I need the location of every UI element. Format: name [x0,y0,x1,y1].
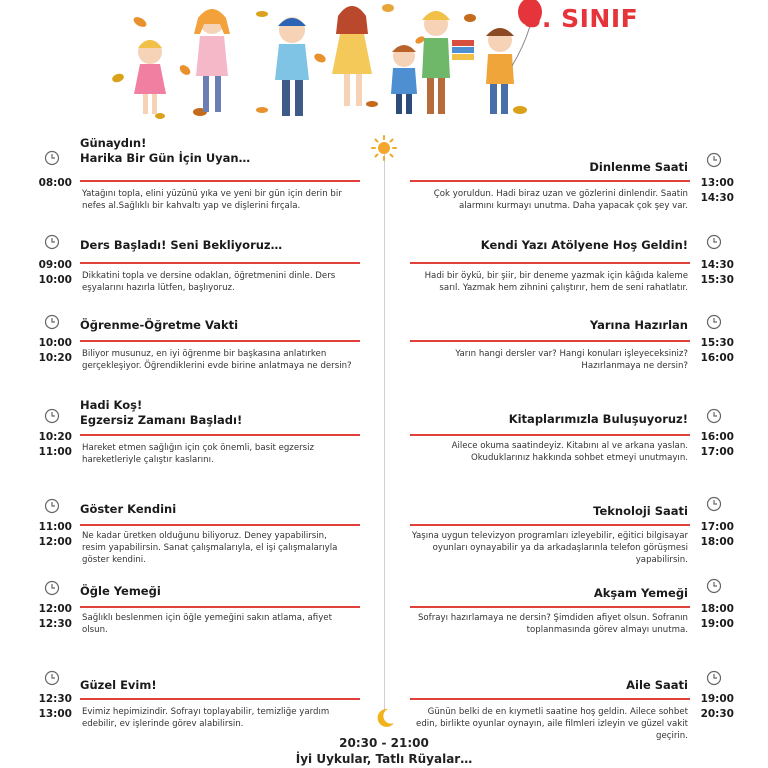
clock-icon [706,234,722,250]
entry-description: Biliyor musunuz, en iyi öğrenme bir başkasına anlatırken gerçekleşiyor. Öğrendiklerini evde birine anlatmaya ne dersin? [82,349,352,372]
entry-title: Göster Kendini [80,502,177,516]
clock-icon [706,314,722,330]
clock-icon [706,152,722,168]
entry-time: 17:00 18:00 [700,521,734,548]
clock-icon [44,150,60,166]
entry-description: Sofrayı hazırlamaya ne dersin? Şimdiden afiyet olsun. Sofranın toplanmasında görev almayı unutma. [417,613,688,636]
clock-icon [706,408,722,424]
entry-divider [80,262,360,264]
entry-title: Öğrenme-Öğretme Vakti [80,318,239,332]
entry-title: Yarına Hazırlan [589,318,688,332]
entry-description: Sağlıklı beslenmen için öğle yemeğini sakın atlama, afiyet olsun. [82,613,332,636]
entry-time: 14:30 15:30 [700,259,734,286]
clock-icon [44,498,60,514]
sun-icon [370,134,398,162]
entry-time: 12:30 13:00 [38,693,72,720]
entry-time: 15:30 16:00 [700,337,734,364]
entry-time: 12:00 12:30 [38,603,72,630]
entry-title: Akşam Yemeği [593,586,688,600]
entry-title: Hadi Koş! Egzersiz Zamanı Başladı! [80,398,243,427]
bedtime-time: 20:30 - 21:00 [339,736,429,750]
entry-divider [410,340,690,342]
entry-time: 13:00 14:30 [700,177,734,204]
entry-description: Hadi bir öykü, bir şiir, bir deneme yazmak için kâğıda kaleme sarıl. Yazmak hem zihnini çalıştırır, hem de seni rahatlatır. [424,271,688,294]
entry-divider [80,698,360,700]
entry-divider [80,434,360,436]
child-figure [194,9,230,112]
entry-time: 10:00 10:20 [38,337,72,364]
entry-title: Günaydın! Harika Bir Gün İçin Uyan… [80,136,251,165]
entry-divider [410,698,690,700]
entry-divider [410,524,690,526]
entry-title: Güzel Evim! [80,678,157,692]
child-figure [486,28,514,114]
entry-time: 10:20 11:00 [38,431,72,458]
clock-icon [44,670,60,686]
autumn-leaves [111,4,527,119]
entry-time: 08:00 [38,177,72,189]
entry-description: Yatağını topla, elini yüzünü yıka ve yeni bir gün için derin bir nefes al.Sağlıklı bir kahvaltı yap ve dişlerini fırçala. [82,189,342,212]
clock-icon [44,314,60,330]
grade-label: 5. SINIF [524,4,639,33]
entry-description: Ailece okuma saatindeyiz. Kitabını al ve arkana yaslan. Okuduklarınız hakkında sohbet etmeyi unutmayın. [451,441,688,464]
entry-time: 16:00 17:00 [700,431,734,458]
clock-icon [44,234,60,250]
entry-description: Günün belki de en kıymetli saatine hoş geldin. Ailece sohbet edin, birlikte oyunlar oynayın, aile filmleri izleyin ve güzel vakit geçirin. [416,707,688,742]
child-figure [275,17,309,116]
entry-description: Yarın hangi dersler var? Hangi konuları işleyeceksiniz? Hazırlanmaya ne dersin? [455,349,688,372]
entry-divider [80,180,360,182]
entry-divider [80,606,360,608]
bedtime-message: İyi Uykular, Tatlı Rüyalar… [295,752,473,766]
entry-divider [410,606,690,608]
entry-description: Dikkatini topla ve dersine odaklan, öğretmenini dinle. Ders eşyalarını hazırla lütfen, başlıyoruz. [82,271,336,294]
entry-divider [80,524,360,526]
entry-description: Ne kadar üretken olduğunu biliyoruz. Deney yapabilirsin, resim yapabilirsin. Sanat çalışmalarıyla, el işi çalışmalarıyla göster kendini. [82,531,338,566]
entry-title: Dinlenme Saati [589,160,688,174]
child-figure [332,6,372,106]
entry-description: Evimiz hepimizindir. Sofrayı toplayabilir, temizliğe yardım edebilir, ev işlerinde görev alabilirsin. [82,707,330,730]
entry-divider [80,340,360,342]
entry-time: 19:00 20:30 [700,693,734,720]
clock-icon [44,408,60,424]
entry-title: Öğle Yemeği [80,584,161,598]
entry-title: Ders Başladı! Seni Bekliyoruz… [80,238,283,252]
clock-icon [706,670,722,686]
child-figure [391,45,417,114]
child-figure [422,11,474,114]
entry-title: Kitaplarımızla Buluşuyoruz! [508,412,688,426]
entry-title: Kendi Yazı Atölyene Hoş Geldin! [480,238,688,252]
entry-description: Çok yoruldun. Hadi biraz uzan ve gözlerini dinlendir. Saatin alarmını kurmayı unutma. Daha yapacak çok şey var. [433,189,688,212]
entry-time: 09:00 10:00 [38,259,72,286]
entry-divider [410,434,690,436]
child-figure [134,40,166,114]
entry-time: 18:00 19:00 [700,603,734,630]
entry-title: Teknoloji Saati [593,504,688,518]
entry-title: Aile Saati [626,678,688,692]
entry-divider [410,262,690,264]
children-illustration [0,0,768,128]
entry-description: Yaşına uygun televizyon programları izleyebilir, eğitici bilgisayar oyunları oynayabilir ya da arkadaşlarınla telefon görüşmesi yapabilirsin. [411,531,688,566]
moon-icon [374,706,396,728]
timeline-divider [384,152,385,712]
clock-icon [44,580,60,596]
entry-divider [410,180,690,182]
entry-time: 11:00 12:00 [38,521,72,548]
clock-icon [706,578,722,594]
clock-icon [706,496,722,512]
entry-description: Hareket etmen sağlığın için çok önemli, basit egzersiz hareketleriyle çalıştır kaslarını. [82,443,315,466]
